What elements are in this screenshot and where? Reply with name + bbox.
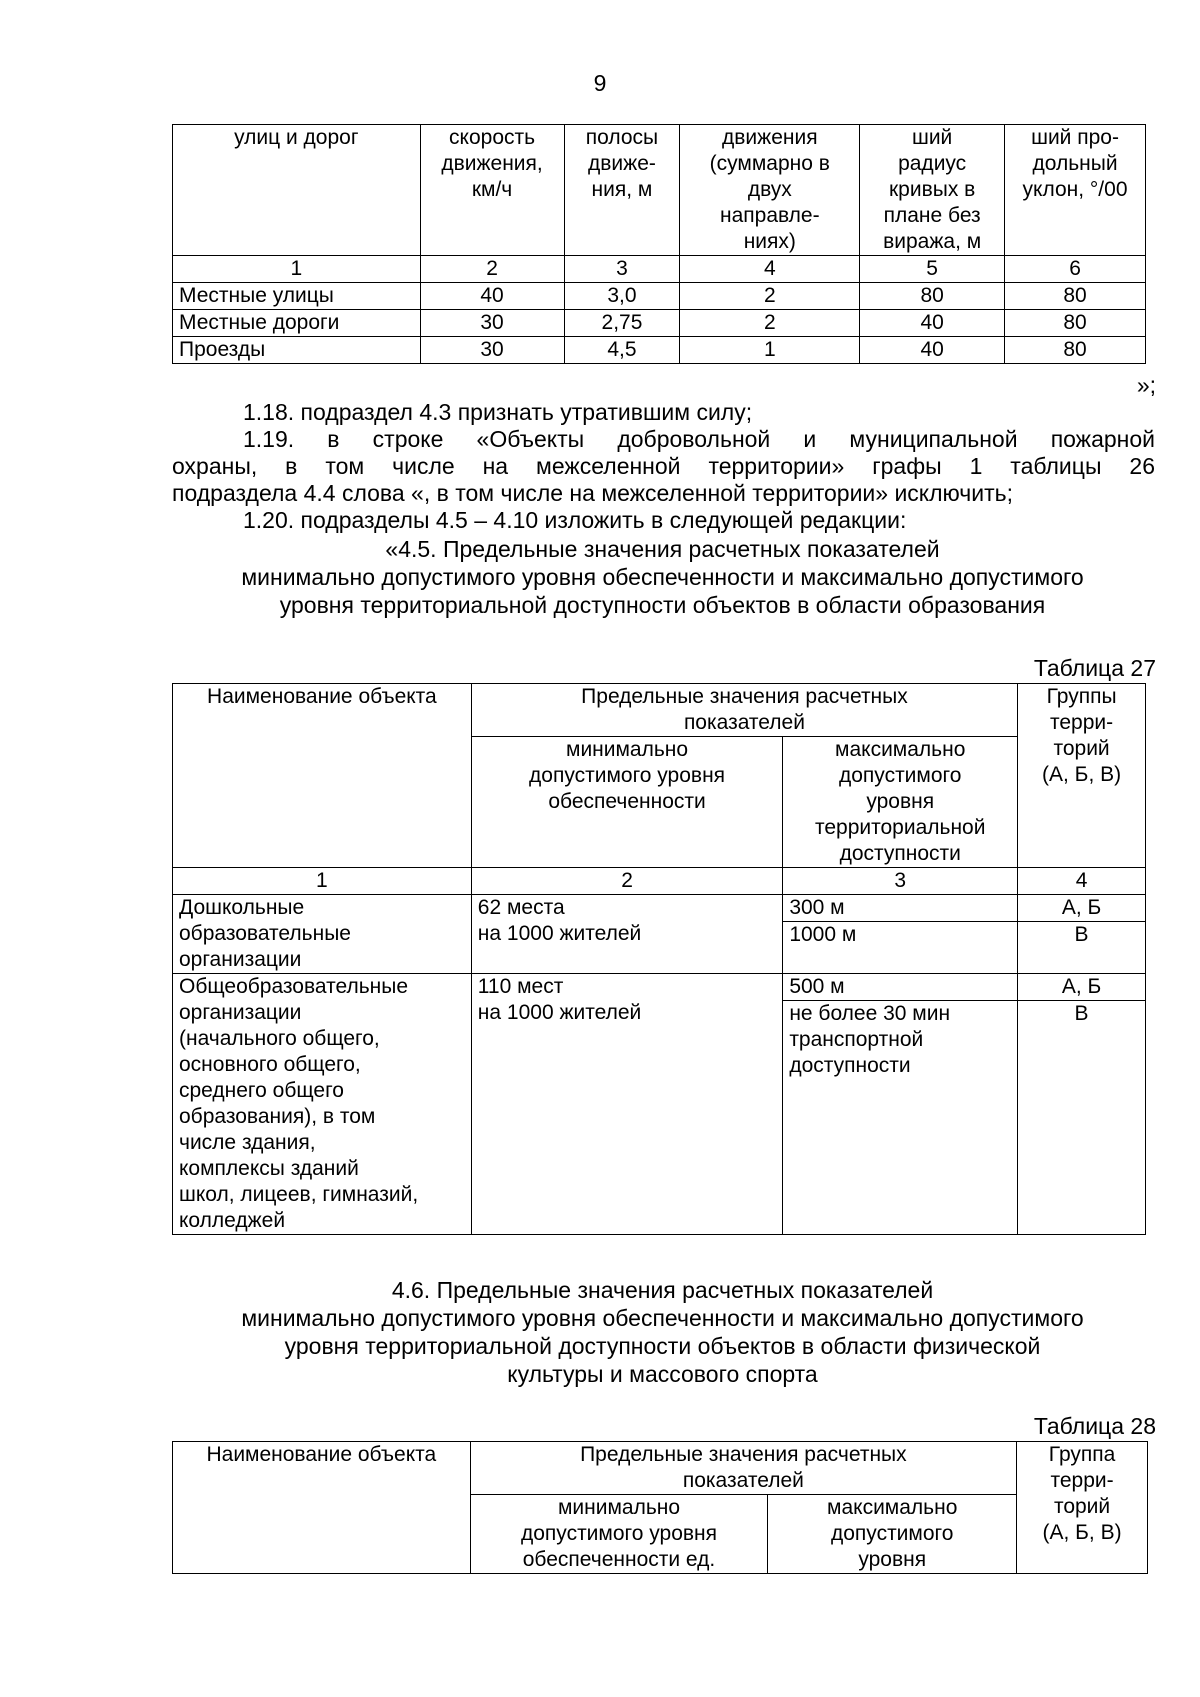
table-cell: 4,5 bbox=[564, 337, 680, 364]
table-row bbox=[173, 283, 1146, 310]
table-cell: 40 bbox=[420, 283, 564, 310]
page-number: 9 bbox=[593, 70, 607, 96]
table-cell: А, Б В bbox=[1018, 895, 1146, 974]
table-28 bbox=[172, 1441, 1148, 1574]
table-cell: 1 bbox=[680, 337, 860, 364]
road-parameters-table bbox=[172, 124, 1146, 364]
table-row bbox=[173, 337, 1146, 364]
table-row bbox=[173, 895, 1146, 974]
table-cell: 80 bbox=[1005, 283, 1146, 310]
table-cell: 62 места на 1000 жителей bbox=[471, 895, 783, 974]
column-number: 1 bbox=[173, 868, 472, 895]
column-number: 6 bbox=[1005, 256, 1146, 283]
header-cell-territory-groups: Группа терри- торий (А, Б, В) bbox=[1017, 1442, 1148, 1574]
section-heading-4-6: 4.6. Предельные значения расчетных показателей минимально допустимого уровня обеспеченности и максимально допустимого уровня территориальной доступности объектов в области физической культуры и массового спорта bbox=[241, 1277, 1084, 1387]
header-cell-speed: скорость движения, км/ч bbox=[420, 125, 564, 256]
row-label: Дошкольные образовательные организации bbox=[173, 895, 472, 974]
table-cell: 2 bbox=[680, 310, 860, 337]
column-number: 5 bbox=[860, 256, 1005, 283]
header-cell-object-name: Наименование объекта bbox=[173, 1442, 471, 1574]
row-label: Проезды bbox=[173, 337, 421, 364]
table-cell: 300 м 1000 м bbox=[783, 895, 1018, 974]
table-cell: 500 м не более 30 мин транспортной доступности bbox=[783, 974, 1018, 1235]
header-cell-min-level: минимально допустимого уровня обеспеченности bbox=[471, 737, 783, 868]
column-number-row bbox=[173, 256, 1146, 283]
paragraph-1-18: 1.18. подраздел 4.3 признать утратившим силу; bbox=[243, 399, 753, 425]
table-cell: 3,0 bbox=[564, 283, 680, 310]
column-number: 1 bbox=[173, 256, 421, 283]
table-row bbox=[173, 974, 1146, 1235]
paragraph-1-19: 1.19. в строке «Объекты добровольной и муниципальной пожарной bbox=[243, 426, 1155, 452]
closing-quote: »; bbox=[1136, 372, 1156, 398]
header-cell-lane-width: полосы движе- ния, м bbox=[564, 125, 680, 256]
paragraph-1-19-cont: охраны, в том числе на межселенной территории» графы 1 таблицы 26 bbox=[172, 453, 1155, 479]
column-number: 4 bbox=[1018, 868, 1146, 895]
table-header-row bbox=[173, 684, 1146, 737]
header-cell-max-accessibility: максимально допустимого уровня bbox=[768, 1495, 1017, 1574]
table-cell: 40 bbox=[860, 337, 1005, 364]
table-cell: 30 bbox=[420, 310, 564, 337]
row-label: Местные дороги bbox=[173, 310, 421, 337]
table-header-row bbox=[173, 125, 1146, 256]
section-heading-4-5: «4.5. Предельные значения расчетных показателей минимально допустимого уровня обеспеченности и максимально допустимого уровня территориальной доступности объектов в области образования bbox=[241, 536, 1084, 618]
row-label: Местные улицы bbox=[173, 283, 421, 310]
table-27-label: Таблица 27 bbox=[1033, 655, 1156, 681]
table-cell: 30 bbox=[420, 337, 564, 364]
header-cell-max-accessibility: максимально допустимого уровня территориальной доступности bbox=[783, 737, 1018, 868]
table-cell: 40 bbox=[860, 310, 1005, 337]
header-cell-radius: ший радиус кривых в плане без виража, м bbox=[860, 125, 1005, 256]
column-number: 3 bbox=[783, 868, 1018, 895]
header-cell-limit-values: Предельные значения расчетных показателей bbox=[470, 1442, 1016, 1495]
table-cell: 80 bbox=[1005, 337, 1146, 364]
paragraph-1-20: 1.20. подразделы 4.5 – 4.10 изложить в следующей редакции: bbox=[243, 507, 907, 533]
table-row bbox=[173, 310, 1146, 337]
column-number-row bbox=[173, 868, 1146, 895]
column-number: 4 bbox=[680, 256, 860, 283]
table-header-row bbox=[173, 1442, 1148, 1495]
row-label: Общеобразовательные организации (начального общего, основного общего, среднего общего образования), в том числе здания, комплексы зданий школ, лицеев, гимназий, колледжей bbox=[173, 974, 472, 1235]
column-number: 2 bbox=[471, 868, 783, 895]
column-number: 3 bbox=[564, 256, 680, 283]
table-cell: 2,75 bbox=[564, 310, 680, 337]
header-cell-lanes: движения (суммарно в двух направле- ниях) bbox=[680, 125, 860, 256]
table-28-label: Таблица 28 bbox=[1033, 1413, 1156, 1439]
table-cell: 2 bbox=[680, 283, 860, 310]
header-cell-object-name: Наименование объекта bbox=[173, 684, 472, 868]
paragraph-1-19-end: подраздела 4.4 слова «, в том числе на межселенной территории» исключить; bbox=[172, 480, 1014, 506]
header-cell-limit-values: Предельные значения расчетных показателей bbox=[471, 684, 1017, 737]
table-27 bbox=[172, 683, 1146, 1235]
table-cell: А, Б В bbox=[1018, 974, 1146, 1235]
header-cell-territory-groups: Группы терри- торий (А, Б, В) bbox=[1018, 684, 1146, 868]
table-cell: 80 bbox=[860, 283, 1005, 310]
table-cell: 80 bbox=[1005, 310, 1146, 337]
header-cell-road-type: улиц и дорог bbox=[173, 125, 421, 256]
table-cell: 110 мест на 1000 жителей bbox=[471, 974, 783, 1235]
header-cell-slope: ший про- дольный уклон, °/00 bbox=[1005, 125, 1146, 256]
header-cell-min-level: минимально допустимого уровня обеспеченности ед. bbox=[470, 1495, 768, 1574]
column-number: 2 bbox=[420, 256, 564, 283]
